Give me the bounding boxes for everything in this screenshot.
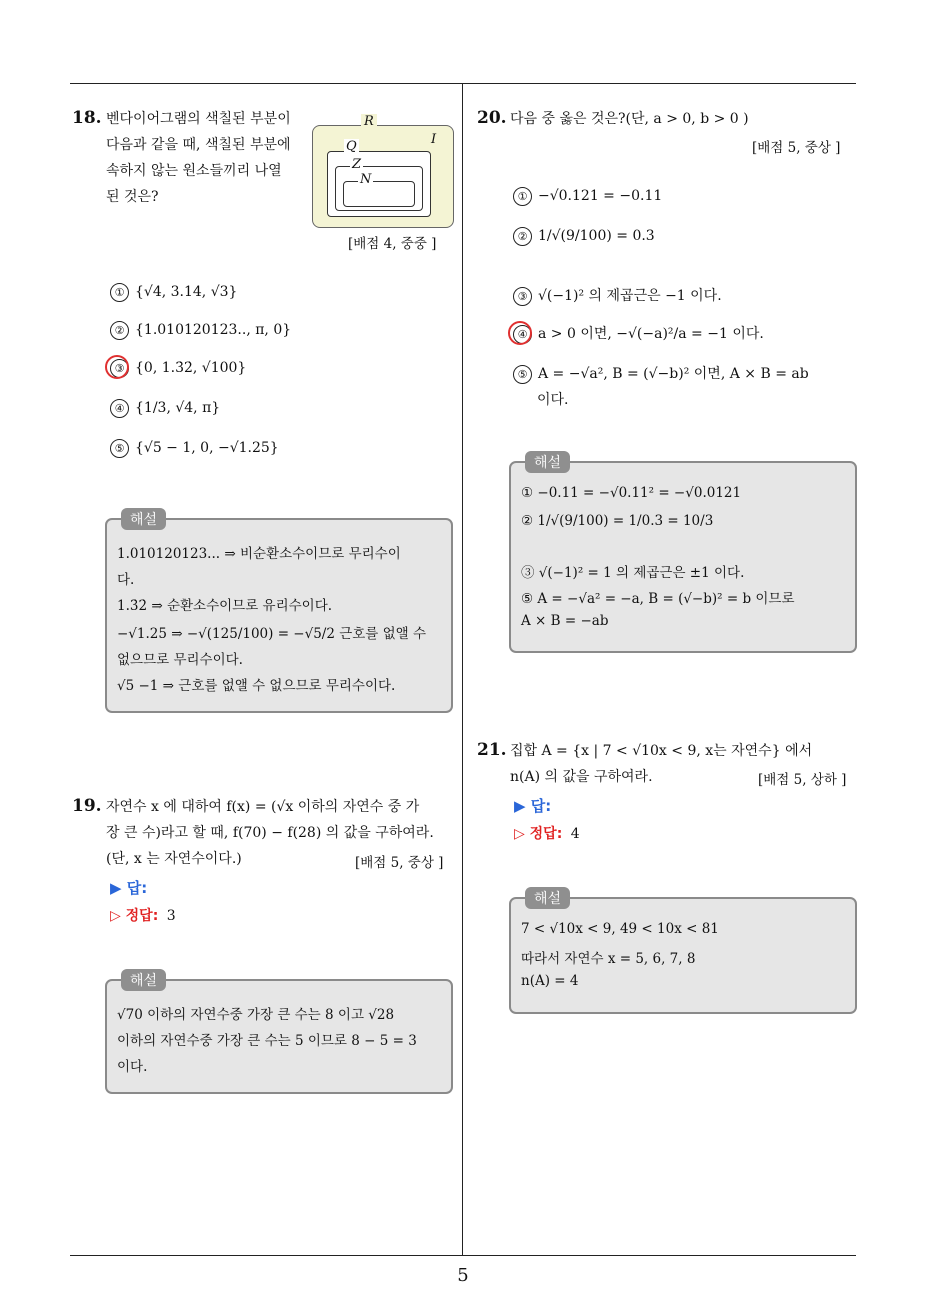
q18-explanation-box	[105, 512, 453, 713]
q19-correct-answer	[110, 905, 176, 925]
correct-label: ▷ 정답:	[514, 826, 563, 842]
q21-answer-label[interactable]: ▶ 답:	[514, 797, 552, 815]
explanation-line: 따라서 자연수 x = 5, 6, 7, 8	[521, 951, 696, 967]
q19-line-3: (단, x 는 자연수이다.)	[106, 851, 242, 867]
explanation-line: 1.3̇2̇ ⇒ 순환소수이므로 유리수이다.	[117, 598, 333, 614]
option-text: {0, 1.3̇2̇, √100}	[135, 360, 247, 376]
option-number: ②	[513, 227, 532, 246]
correct-value: 3	[166, 908, 176, 924]
q20-option-2[interactable]	[513, 225, 655, 247]
explanation-line: 없으므로 무리수이다.	[117, 652, 243, 668]
option-number: ②	[110, 321, 129, 340]
option-text: −√0.121 = −0.11	[538, 188, 663, 204]
option-text: √(−1)² 의 제곱근은 −1 이다.	[538, 288, 722, 304]
explanation-tag: 해설	[525, 451, 570, 473]
q18-option-1[interactable]	[110, 281, 237, 303]
q21-line-1: 집합 A = {x | 7 < √10x < 9, x는 자연수} 에서	[510, 743, 813, 759]
venn-label-r: R	[361, 114, 377, 129]
q18-question-text: 벤다이어그램의 색칠된 부분이 다음과 같을 때, 색칠된 부분에 속하지 않는 원소들끼리 나열된 것은?	[106, 111, 291, 205]
option-number: ④	[513, 325, 532, 344]
option-text: {√4, 3.14, √3}	[135, 284, 238, 300]
option-number: ⑤	[513, 365, 532, 384]
q20-answer-mark	[508, 321, 532, 345]
q18-option-2[interactable]	[110, 319, 291, 341]
q18-answer-mark	[105, 355, 129, 379]
q21-number: 21.	[477, 740, 507, 760]
explanation-line: A × B = −ab	[521, 613, 609, 629]
q19-answer-label[interactable]: ▶ 답:	[110, 879, 148, 897]
explanation-tag: 해설	[121, 508, 166, 530]
bottom-rule	[70, 1255, 856, 1256]
venn-label-i: I	[431, 132, 437, 147]
option-text: A = −√a², B = (√−b)² 이면, A × B = ab	[538, 366, 809, 382]
explanation-line: 다.	[117, 572, 135, 588]
explanation-line: ① −0.11 = −√0.11² = −√0.0121	[521, 485, 742, 501]
option-text: {√5 − 1, 0, −√1.25}	[135, 440, 279, 456]
q18-meta: [배점 4, 중중 ]	[348, 236, 437, 252]
explanation-line: √5 −1 ⇒ 근호를 없앨 수 없으므로 무리수이다.	[117, 678, 396, 694]
q21-meta: [배점 5, 상하 ]	[758, 772, 847, 788]
q20-option-1[interactable]	[513, 185, 662, 207]
q20-meta: [배점 5, 중상 ]	[752, 140, 841, 156]
q18-number: 18.	[72, 108, 102, 128]
q18-venn-diagram	[312, 114, 454, 228]
option-number: ①	[513, 187, 532, 206]
q20-option-5[interactable]	[513, 363, 809, 385]
explanation-line: −√1.25 ⇒ −√(125/100) = −√5/2 근호를 없앨 수	[117, 626, 427, 642]
option-text: a > 0 이면, −√(−a)²/a = −1 이다.	[538, 326, 764, 342]
venn-set-n	[343, 172, 415, 207]
q20-option-5-continued: 이다.	[537, 392, 569, 408]
q19-meta: [배점 5, 중상 ]	[355, 855, 444, 871]
venn-label-n: N	[360, 172, 372, 187]
correct-value: 4	[570, 826, 580, 842]
option-number: ④	[110, 399, 129, 418]
q21-explanation-box	[509, 891, 857, 1014]
column-divider	[462, 83, 463, 1255]
option-text: {1/3, √4, π}	[135, 400, 221, 416]
q20-number: 20.	[477, 108, 507, 128]
explanation-tag: 해설	[121, 969, 166, 991]
explanation-line: 이다.	[117, 1059, 148, 1075]
q19-explanation-box	[105, 973, 453, 1094]
q19-line-1: 자연수 x 에 대하여 f(x) = (√x 이하의 자연수 중 가	[106, 799, 420, 815]
option-number: ⑤	[110, 439, 129, 458]
q19-number: 19.	[72, 796, 102, 816]
q21-line-2: n(A) 의 값을 구하여라.	[510, 769, 653, 785]
venn-label-z: Z	[352, 157, 362, 172]
venn-label-q: Q	[346, 139, 357, 154]
explanation-line: ⑤ A = −√a² = −a, B = (√−b)² = b 이므로	[521, 591, 795, 607]
explanation-line: 1.010120123... ⇒ 비순환소수이므로 무리수이	[117, 546, 401, 562]
explanation-line: ② 1/√(9/100) = 1/0.3 = 10/3	[521, 513, 714, 529]
explanation-line: ③ √(−1)² = 1 의 제곱근은 ±1 이다.	[521, 565, 745, 581]
q21-correct-answer	[514, 823, 580, 843]
explanation-line: √70 이하의 자연수중 가장 큰 수는 8 이고 √28	[117, 1007, 395, 1023]
q20-question-text: 다음 중 옳은 것은?(단, a > 0, b > 0 )	[510, 111, 749, 127]
q18-option-4[interactable]	[110, 397, 220, 419]
q18-option-3[interactable]	[110, 357, 246, 379]
correct-label: ▷ 정답:	[110, 908, 159, 924]
option-text: {1.010120123.., π, 0}	[135, 322, 292, 338]
q18-option-5[interactable]	[110, 437, 279, 459]
q20-explanation-box	[509, 455, 857, 653]
q19-line-2: 장 큰 수)라고 할 때, f(70) − f(28) 의 값을 구하여라.	[106, 825, 434, 841]
explanation-tag: 해설	[525, 887, 570, 909]
page-number: 5	[457, 1265, 469, 1286]
explanation-line: n(A) = 4	[521, 973, 579, 989]
q20-option-4[interactable]	[513, 323, 764, 345]
option-text: 1/√(9/100) = 0.3	[538, 228, 655, 244]
q20-option-3[interactable]	[513, 285, 722, 307]
explanation-line: 7 < √10x < 9, 49 < 10x < 81	[521, 921, 719, 937]
explanation-line: 이하의 자연수중 가장 큰 수는 5 이므로 8 − 5 = 3	[117, 1033, 417, 1049]
option-number: ③	[110, 359, 129, 378]
option-number: ③	[513, 287, 532, 306]
option-number: ①	[110, 283, 129, 302]
top-rule	[70, 83, 856, 84]
